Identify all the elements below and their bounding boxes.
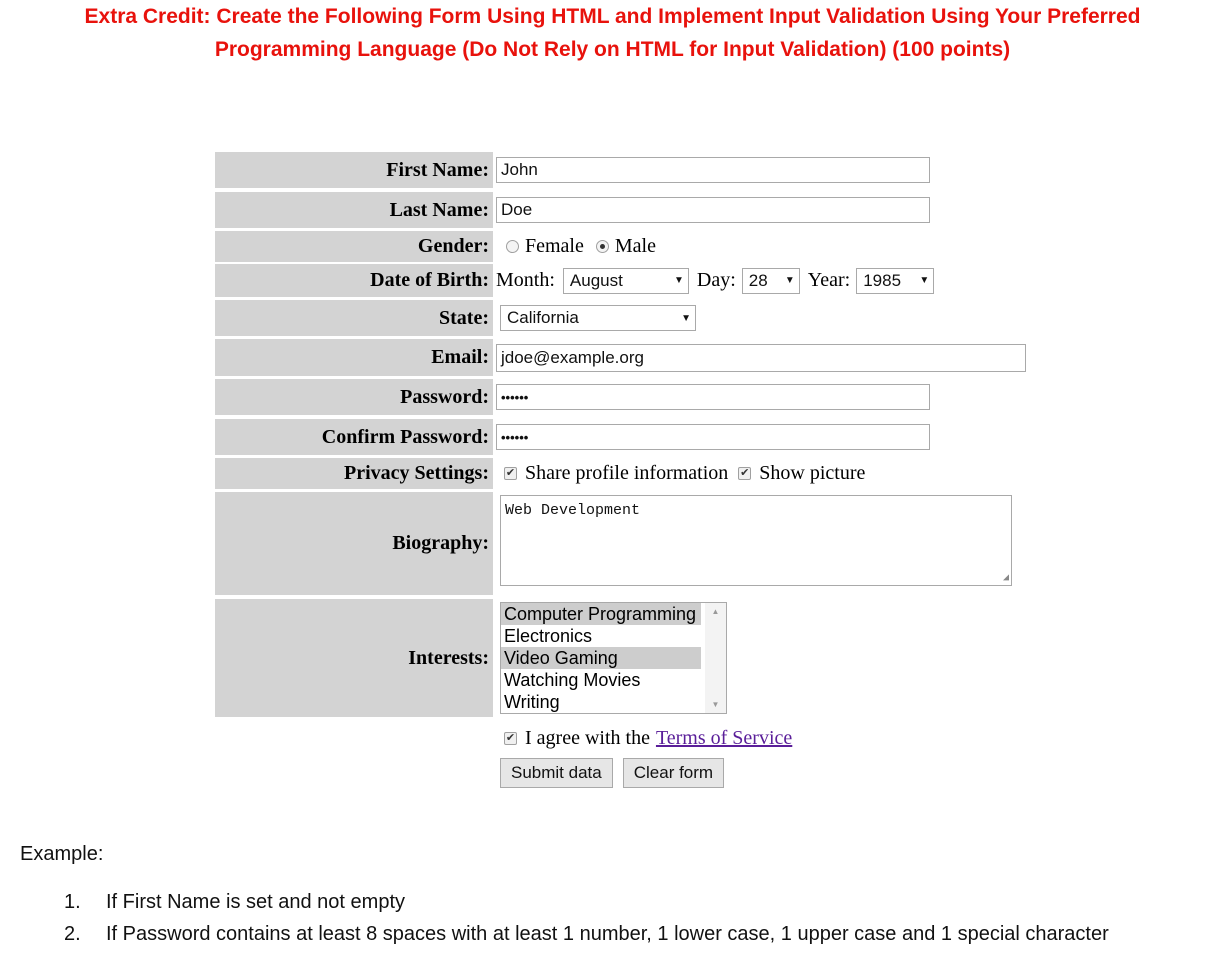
listbox-scrollbar[interactable] (705, 603, 726, 713)
terms-of-service-link[interactable]: Terms of Service (655, 726, 793, 749)
interest-option[interactable]: Electronics (504, 626, 593, 646)
terms-text: I agree with the (525, 726, 650, 749)
state-label: State: (215, 300, 493, 336)
confirm-password-input[interactable]: •••••• (496, 424, 930, 450)
first-name-input[interactable]: John (496, 157, 930, 183)
terms-row (496, 724, 792, 752)
first-name-row (496, 152, 930, 188)
page-heading (0, 0, 1225, 66)
password-label: Password: (215, 379, 493, 415)
gender-label: Gender: (215, 231, 493, 262)
gender-male-radio[interactable] (596, 240, 609, 253)
confirm-password-row (496, 419, 930, 455)
biography-value: Web Development (505, 502, 641, 519)
interests-listbox[interactable] (500, 602, 727, 714)
state-row (496, 300, 696, 336)
dob-row (496, 264, 934, 297)
example-item-2-text: If Password contains at least 8 spaces with at least 1 number, 1 lower case, 1 upper case and 1 special character (106, 923, 1109, 945)
dob-day-value: 28 (748, 270, 768, 290)
dob-day-select[interactable] (742, 268, 800, 294)
interest-option[interactable]: Watching Movies (504, 670, 641, 690)
interest-option[interactable]: Writing (504, 692, 560, 712)
share-profile-label: Share profile information (525, 462, 729, 484)
example-title: Example: (20, 843, 104, 865)
show-picture-checkbox[interactable]: ✔ (740, 467, 750, 479)
submit-button[interactable]: Submit data (500, 758, 613, 788)
dob-day-label: Day: (696, 269, 736, 291)
scroll-down-icon[interactable]: ▼ (711, 700, 720, 709)
show-picture-label: Show picture (759, 462, 866, 484)
dob-month-value: August (569, 270, 623, 290)
dob-label: Date of Birth: (215, 264, 493, 297)
gender-row (496, 231, 656, 262)
state-value: California (507, 308, 579, 327)
gender-female-radio[interactable] (506, 240, 519, 253)
privacy-label: Privacy Settings: (215, 458, 493, 489)
gender-female-label: Female (525, 235, 584, 257)
clear-button[interactable]: Clear form (623, 758, 724, 788)
example-item-2-number: 2. (64, 923, 81, 945)
password-row (496, 379, 930, 415)
dob-year-value: 1985 (863, 270, 902, 290)
password-input[interactable]: •••••• (496, 384, 930, 410)
interest-option[interactable]: Computer Programming (501, 603, 701, 625)
example-item-1-number: 1. (64, 891, 81, 913)
last-name-row (496, 192, 930, 228)
last-name-label: Last Name: (215, 192, 493, 228)
terms-checkbox[interactable]: ✔ (505, 731, 516, 744)
confirm-password-label: Confirm Password: (215, 419, 493, 455)
chevron-down-icon: ▼ (674, 275, 684, 286)
last-name-input[interactable]: Doe (496, 197, 930, 223)
dob-year-label: Year: (807, 269, 851, 291)
share-profile-checkbox[interactable]: ✔ (505, 467, 516, 479)
email-input[interactable]: jdoe@example.org (496, 344, 1026, 372)
email-row (496, 339, 1026, 376)
first-name-label: First Name: (215, 152, 493, 188)
gender-male-label: Male (614, 235, 656, 257)
chevron-down-icon: ▼ (919, 275, 930, 286)
dob-month-label: Month: (496, 269, 555, 291)
email-label: Email: (215, 339, 493, 376)
biography-textarea[interactable] (500, 495, 1012, 586)
interests-label: Interests: (215, 599, 493, 717)
heading-line-2: Programming Language (Do Not Rely on HTML for Input Validation) (100 points) (214, 38, 1011, 61)
chevron-down-icon: ▼ (784, 275, 795, 286)
heading-line-1: Extra Credit: Create the Following Form Using HTML and Implement Input Validation Using Your Preferred (84, 5, 1141, 28)
resize-grip-icon[interactable]: ◢ (1002, 573, 1009, 584)
privacy-row (496, 458, 865, 489)
interest-option[interactable]: Video Gaming (501, 647, 701, 669)
biography-label: Biography: (215, 492, 493, 595)
dob-month-select[interactable] (563, 268, 689, 294)
state-select[interactable] (500, 305, 696, 331)
example-item-1-text: If First Name is set and not empty (106, 891, 405, 913)
scroll-up-icon[interactable]: ▲ (711, 607, 720, 616)
chevron-down-icon: ▼ (681, 312, 691, 324)
form-buttons (500, 758, 734, 788)
dob-year-select[interactable] (856, 268, 934, 294)
